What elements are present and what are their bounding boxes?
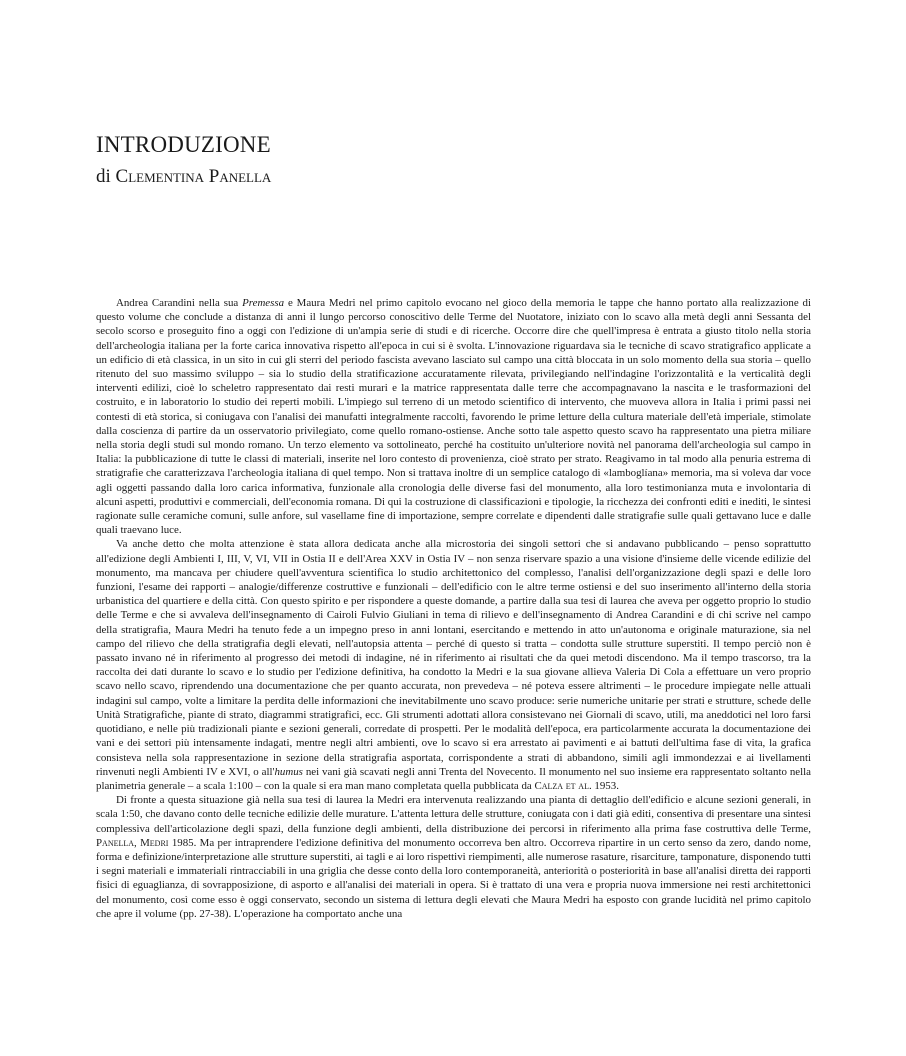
text-run: 1953. [591, 779, 619, 792]
author-prefix: di [96, 166, 116, 187]
italic-run: humus [274, 765, 303, 778]
author-name: Clementina Panella [115, 166, 272, 187]
paragraph [96, 537, 811, 793]
author-line [96, 164, 271, 190]
text-run: 1985. Ma per intraprendere l'edizione definitiva del monumento occorreva ben altro. Occorreva ripartire in un certo senso da zero, dando nome, forma e definizione/interpretazione alle strutture superstiti, ai tagli e ai loro rispettivi riempimenti, alle numerose rasature, risarciture, tamponature, disponendo tutti i segni materiali e immateriali rintracciabili in una griglia che desse conto della loro contemporaneità, anteriorità o posteriorità in base all'analisi diretta dei rapporti fisici di eguaglianza, di sovrapposizione, di asporto e all'analisi dei materiali in opera. Si è trattato di una vera e propria nuova immersione nei resti architettonici del monumento, così come esso è oggi conservato, secondo un sistema di lettura degli elevati che Maura Medri ha esposto con grande lucidità nel primo capitolo che apre il volume (pp. 27-38). L'operazione ha comportato anche una [96, 836, 811, 920]
chapter-heading [96, 130, 271, 190]
text-run: Va anche detto che molta attenzione è stata allora dedicata anche alla microstoria dei singoli settori che si andavano pubblicando – penso soprattutto all'edizione degli Ambienti I, III, V, VI, VII in Ostia II e dell'Area XXV in Ostia IV – non senza riservare spazio a una visione d'insieme delle vicende edilizie del monumento, ma mancava per chiudere quell'avventura scientifica lo studio architettonico del complesso, l'analisi dell'organizzazione degli spazi e delle loro funzioni, l'esame dei rapporti – analogie/differenze costruttive e funzionali – dell'edificio con le altre terme ostiensi e del suo inserimento all'interno della storia urbanistica del quartiere e della città. Con questo spirito e per rispondere a queste domande, a partire dalla sua tesi di laurea che aveva per oggetto proprio lo studio delle Terme e che si avvaleva dell'insegnamento di Cairoli Fulvio Giuliani in tema di rilievo e dell'insegnamento di Andrea Carandini e di chi scrive nel campo della stratigrafia, Maura Medri ha tenuto fede a un impegno preso in anni lontani, esercitando e mettendo in atto un'autonoma e originale maturazione, sia nel campo del rilievo che della stratigrafia degli elevati, nell'autopsia attenta – perché di questo si tratta – condotta sulle strutture superstiti. Il tempo perciò non è passato invano né in riferimento al progresso dei metodi di indagine, né in riferimento ai risultati che da quei metodi discendono. Ma il tempo trascorso, tra la raccolta dei dati durante lo scavo e lo studio per l'edizione definitiva, ha condotto la Medri e la sua giovane allieva Valeria Di Cola a effettuare un vero proprio scavo nello scavo, riprendendo una documentazione che per quanto accurata, non prevedeva – né poteva essere altrimenti – le procedure impiegate nelle attuali indagini sul campo, volte a limitare la perdita delle informazioni che inevitabilmente uno scavo produce: serie numeriche unitarie per strati e strutture, schede delle Unità Stratigrafiche, piante di strato, diagrammi stratigrafici, ecc. Gli strumenti adottati allora consistevano nei Giornali di scavo, utili, ma aneddotici nel loro farsi quotidiano, e nelle più tradizionali piante e sezioni generali, corredate di prospetti. Per le modalità dell'epoca, era particolarmente accurata la documentazione dei vani e dei settori più intensamente indagati, mentre negli altri ambienti, ove lo scavo si era arrestato ai pavimenti e ai battuti dell'ultima fase di vita, la grafica consisteva nella sola rappresentazione in sezione della stratigrafia asportata, corrispondente a strati di abbandono, simili agli immondezzai e ai livellamenti rinvenuti negli Ambienti IV e XVI, o all' [96, 538, 811, 778]
paragraph [96, 296, 811, 537]
text-run: e Maura Medri nel primo capitolo evocano nel gioco della memoria le tappe che hanno portato alla realizzazione di questo volume che conclude a distanza di anni il lungo percorso conoscitivo delle Terme del Nuotatore, iniziato con lo scavo alla metà degli anni Sessanta del secolo scorso e proseguito fino a oggi con l'edizione di un'ampia serie di studi e di ricerche. Occorre dire che quell'impresa è entrata a giusto titolo nella storia dell'archeologia italiana per la forte carica innovativa rispetto all'epoca in cui si è svolta. L'innovazione riguardava sia le tecniche di scavo stratigrafico applicate a un edificio di età classica, in un sito in cui gli sterri del periodo fascista avevano lasciato sul campo una città bloccata in un solo momento della sua storia – quello ritenuto del suo massimo sviluppo – sia lo studio della stratificazione accuratamente rilevata, privilegiando nell'indagine l'orizzontalità e la verticalità degli interventi edilizi, cioè lo scheletro rappresentato dai resti murari e la matrice rappresentata dalle terre che accompagnavano la nascita e le trasformazioni del costruito, e in laboratorio lo studio dei reperti mobili. L'impiego sul terreno di un metodo scientifico di intervento, che muoveva allora in Italia i primi passi nei contesti di età storica, si coniugava con l'analisi dei manufatti integralmente raccolti, favorendo le prime letture della cultura materiale dell'età imperiale, stimolate dalla coscienza di partire da un osservatorio privilegiato, come quello romano-ostiense. Anche sotto tale aspetto questo scavo ha rappresentato una pietra miliare nella storia degli studi sul mondo romano. Un terzo elemento va sottolineato, perché ha costituito un'ulteriore novità nel panorama dell'archeologia sul campo in Italia: la pubblicazione di tutte le classi di materiali, inserite nel loro contesto di provenienza, cioè strato per strato. Reagivamo in tal modo alla penuria estrema di stratigrafie che caratterizzava l'archeologia italiana di quel tempo. Non si trattava inoltre di un semplice catalogo di «lamboglíana» memoria, ma si voleva dar voce agli oggetti passando dalla loro carica informativa, funzionale alla cronologia delle diverse fasi del monumento, alla loro testimonianza muta e involontaria di alcuni aspetti, produttivi e commerciali, dell'economia romana. Di qui la costruzione di classificazioni e tipologie, la ricchezza dei confronti editi e inediti, le sintesi ragionate sulle ceramiche comuni, sulle anfore, sul vasellame fine di importazione, sempre correlate e dipendenti dalle stratigrafie sulle quali gettavano luce e dalle quali traevano luce. [96, 297, 811, 537]
citation-author: Calza et al. [534, 779, 592, 792]
citation-author: Panella, Medri [96, 836, 169, 849]
page-title: INTRODUZIONE [96, 132, 271, 157]
paragraph [96, 793, 811, 921]
italic-run: Premessa [242, 297, 285, 309]
text-run: Andrea Carandini nella sua [116, 297, 243, 309]
text-run: nei vani già scavati negli anni Trenta del Novecento. Il monumento nel suo insieme era rappresentato soltanto nella planimetria generale – a scala 1:100 – con la quale si era man mano completata quella pubblicata da [96, 765, 811, 792]
text-run: Di fronte a questa situazione già nella sua tesi di laurea la Medri era intervenuta realizzando una pianta di dettaglio dell'edificio e alcune sezioni generali, in scala 1:50, che davano conto delle tecniche edilizie delle murature. L'attenta lettura delle strutture, coniugata con i dati già editi, consentiva di presentare una sintesi complessiva dell'articolazione degli spazi, della funzione degli ambienti, della distribuzione dei percorsi in riferimento alla prima fase costruttiva delle Terme, [96, 794, 811, 835]
body-text [96, 296, 811, 921]
